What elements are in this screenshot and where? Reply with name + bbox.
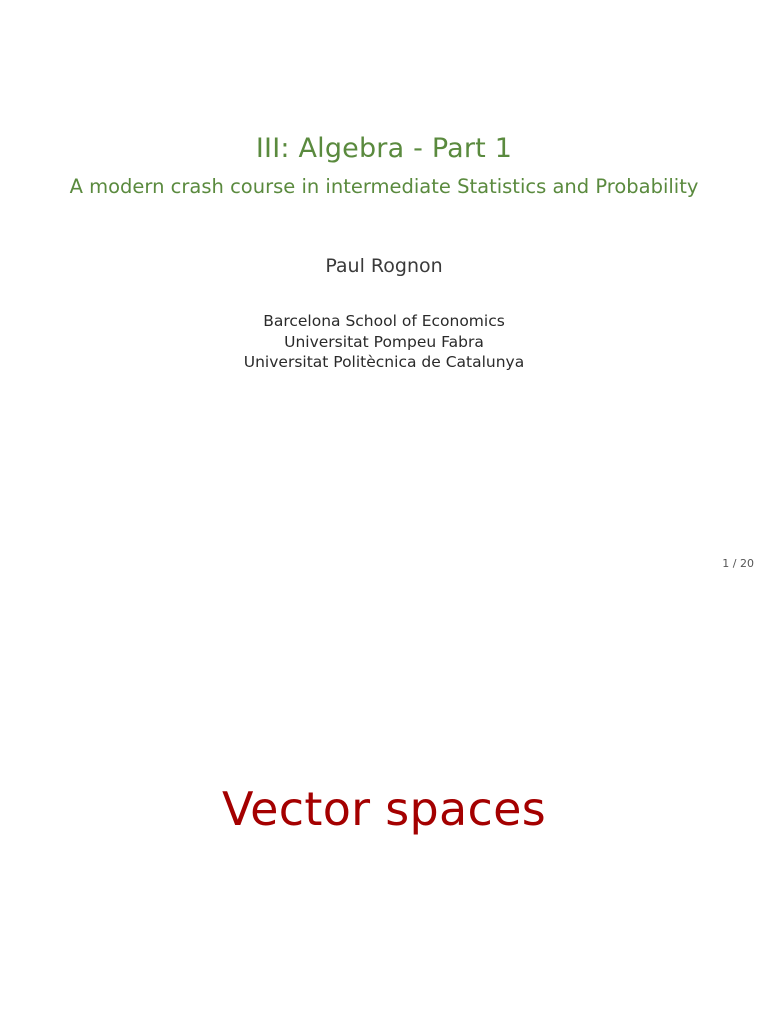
section-title: Vector spaces bbox=[221, 782, 546, 836]
institution-2: Universitat Pompeu Fabra bbox=[284, 333, 484, 351]
page-number: 1 / 20 bbox=[722, 557, 754, 570]
institution-3: Universitat Politècnica de Catalunya bbox=[243, 353, 525, 371]
presentation-title: III: Algebra - Part 1 bbox=[255, 133, 513, 164]
author-name: Paul Rognon bbox=[325, 255, 443, 277]
institution-1: Barcelona School of Economics bbox=[263, 312, 505, 330]
presentation-subtitle: A modern crash course in intermediate Statistics and Probability bbox=[69, 175, 699, 198]
section-slide bbox=[0, 576, 768, 1024]
